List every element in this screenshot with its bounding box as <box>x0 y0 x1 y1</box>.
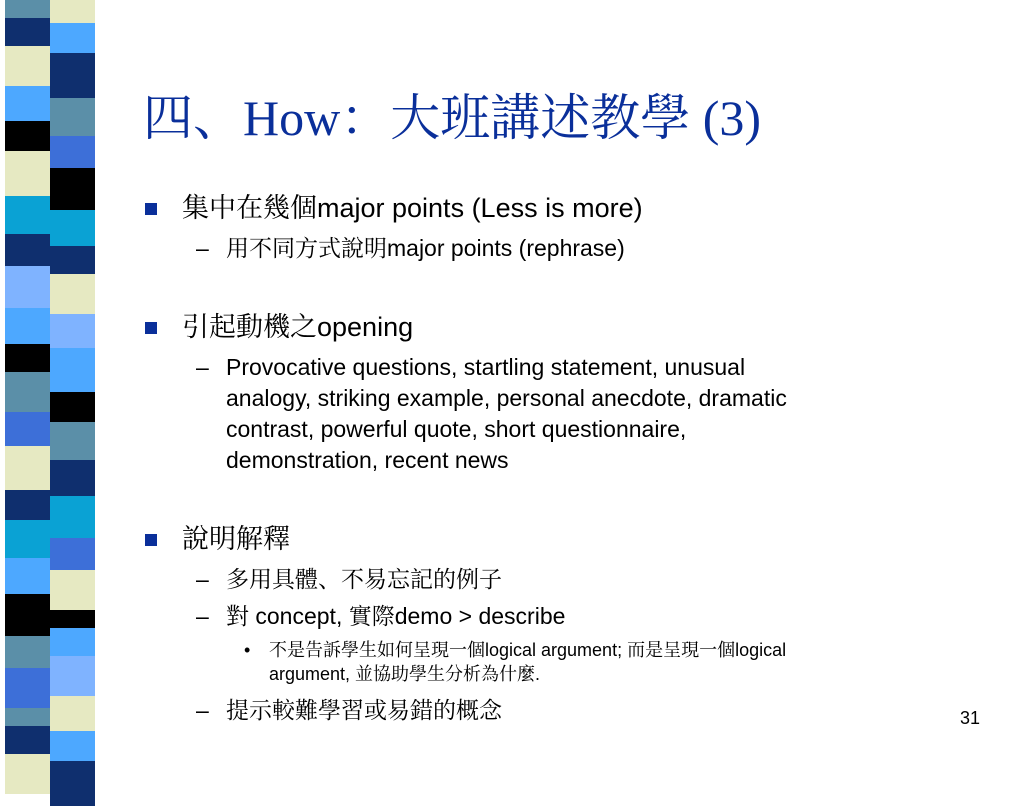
sub-sub-bullet-text-line: 不是告訴學生如何呈現一個logical argument; 而是呈現一個logical <box>269 640 787 660</box>
sub-bullet-text: 對 concept, 實際demo > describe <box>226 603 566 629</box>
bullet-text: 引起動機之opening <box>182 312 414 342</box>
bullet-text: 集中在幾個major points (Less is more) <box>182 193 643 223</box>
slide-title: 四、How：大班講述教學 (3) <box>143 90 762 146</box>
square-bullet-icon <box>145 534 157 546</box>
dash-bullet-icon: – <box>196 697 209 723</box>
sub-bullet-text-line: demonstration, recent news <box>226 447 509 473</box>
dash-bullet-icon: – <box>196 354 209 380</box>
square-bullet-icon <box>145 203 157 215</box>
dot-bullet-icon: • <box>244 640 251 660</box>
dash-bullet-icon: – <box>196 566 209 592</box>
sub-bullet-text-line: Provocative questions, startling statement, unusual <box>226 354 746 380</box>
sub-bullet-text-line: contrast, powerful quote, short questionnaire, <box>226 416 687 442</box>
sub-bullet-text-line: analogy, striking example, personal anecdote, dramatic <box>226 385 787 411</box>
page-number: 31 <box>960 708 981 728</box>
sub-bullet-text: 多用具體、不易忘記的例子 <box>226 566 502 592</box>
sub-bullet-text: 提示較難學習或易錯的概念 <box>226 697 502 723</box>
sub-sub-bullet-text-line: argument, 並協助學生分析為什麼. <box>269 664 541 684</box>
dash-bullet-icon: – <box>196 235 209 261</box>
dash-bullet-icon: – <box>196 603 209 629</box>
sub-bullet-text: 用不同方式說明major points (rephrase) <box>226 235 625 261</box>
bullet-text: 說明解釋 <box>182 524 290 554</box>
square-bullet-icon <box>145 322 157 334</box>
